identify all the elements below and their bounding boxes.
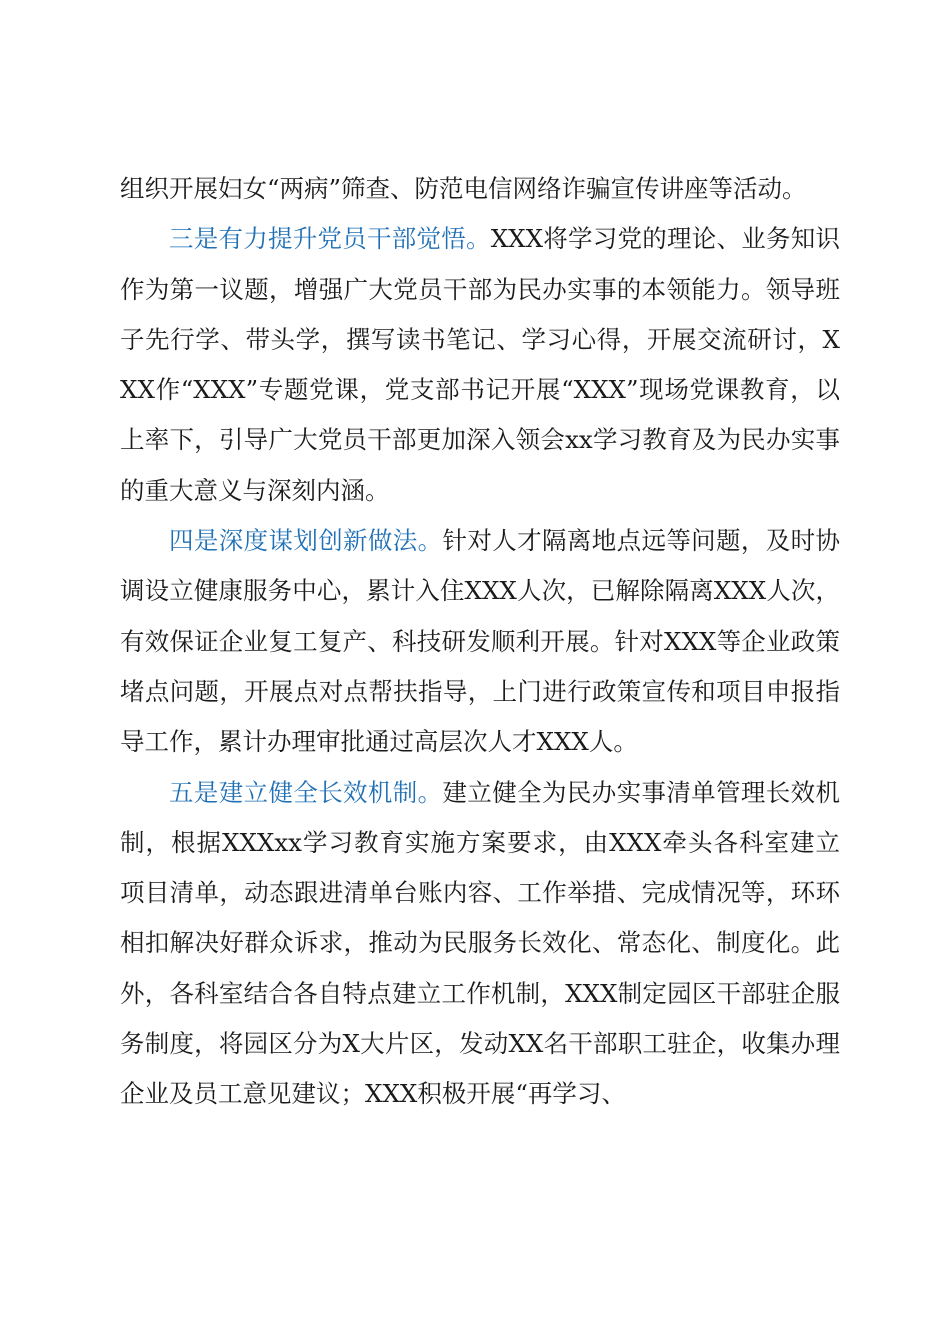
paragraph-5	[120, 768, 840, 1120]
paragraph-continued	[120, 164, 840, 214]
paragraph-body: 针对人才隔离地点远等问题，及时协调设立健康服务中心，累计入住XXX人次，已解除隔离XXX人次，有效保证企业复工复产、科技研发顺利开展。针对XXX等企业政策堵点问题，开展点对点帮扶指导，上门进行政策宣传和项目申报指导工作，累计办理审批通过高层次人才XXX人。	[120, 526, 841, 757]
paragraph-heading: 四是深度谋划创新做法。	[169, 526, 443, 556]
paragraph-heading: 五是建立健全长效机制。	[169, 777, 443, 807]
paragraph-3	[120, 214, 840, 516]
paragraph-body: 组织开展妇女“两病”筛查、防范电信网络诈骗宣传讲座等活动。	[120, 174, 807, 203]
paragraph-body: XXX将学习党的理论、业务知识作为第一议题，增强广大党员干部为民办实事的本领能力。领导班子先行学、带头学，撰写读书笔记、学习心得，开展交流研讨，XXX作“XXX”专题党课，党支部书记开展“XXX”现场党课教育，以上率下，引导广大党员干部更加深入领会xx学习教育及为民办实事的重大意义与深刻内涵。	[120, 224, 841, 505]
paragraph-body: 建立健全为民办实事清单管理长效机制，根据XXXxx学习教育实施方案要求，由XXX牵头各科室建立项目清单，动态跟进清单台账内容、工作举措、完成情况等，环环相扣解决好群众诉求，推动为民服务长效化、常态化、制度化。此外，各科室结合各自特点建立工作机制，XXX制定园区干部驻企服务制度，将园区分为X大片区，发动XX名干部职工驻企，收集办理企业及员工意见建议；XXX积极开展“再学习、	[120, 777, 841, 1109]
paragraph-heading: 三是有力提升党员干部觉悟。	[169, 224, 491, 254]
document-body	[120, 164, 840, 1120]
paragraph-4	[120, 516, 840, 767]
